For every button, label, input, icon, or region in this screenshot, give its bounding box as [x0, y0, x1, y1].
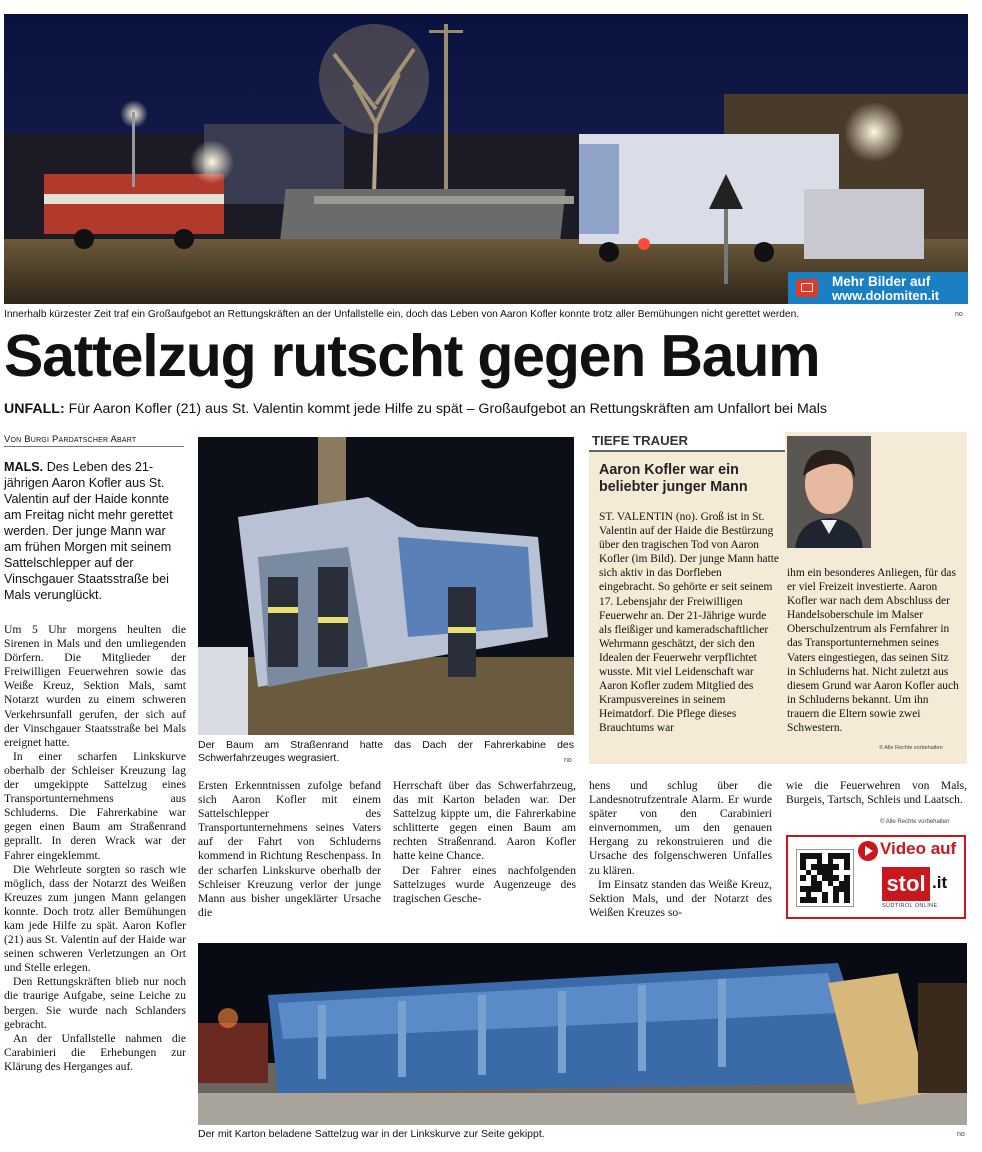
portrait-scene — [787, 436, 871, 548]
sidebar-credit: © Alle Rechte vorbehalten — [879, 745, 943, 751]
article-column-2 — [198, 779, 381, 920]
sidebar-box — [589, 432, 967, 764]
bottom-photo-caption: Der mit Karton beladene Sattelzug war in der Linkskurve zur Seite gekippt. — [198, 1128, 545, 1140]
bottom-photo-credit: no — [957, 1131, 965, 1138]
sidebar-text-left — [599, 510, 779, 736]
col5-paragraph: wie die Feuerwehren von Mals, Burgeis, Tartsch, Schleis und Laatsch. — [786, 779, 967, 807]
lead-paragraph — [4, 459, 186, 603]
col3-paragraph: Herrschaft über das Schwerfahrzeug, das mit Karton beladen war. Der Sattelzug kippte um, die Fahrerkabine schlitterte gegen einen Baum am rechten Straßenrand. Aaron Kofler hatte keine Chance. — [393, 779, 576, 863]
gallery-icon — [796, 279, 818, 297]
middle-photo — [198, 437, 574, 735]
middle-photo-caption: Der Baum am Straßenrand hatte das Dach der Fahrerkabine des Schwerfahrzeuges wegrasiert. — [198, 739, 574, 764]
sidebar-label: TIEFE TRAUER — [589, 432, 785, 452]
stol-brand: stol — [882, 867, 930, 901]
more-photos-badge[interactable] — [788, 272, 968, 304]
lead-text: Des Leben des 21-jährigen Aaron Kofler aus St. Valentin auf der Haide konnte am Freitag nicht mehr gerettet werden. Der junge Mann war am frühen Morgen mit seinem Sattelschlepper auf der Vinschgauer Staatsstraße bei Mals verunglückt. — [4, 460, 173, 602]
top-photo-scene — [4, 14, 968, 304]
col2-paragraph: Ersten Erkenntnissen zufolge befand sich Aaron Kofler mit einem Sattelschlepper des Transportunternehmens seines Vaters auf der Fahrt von Schluderns kommend in Richtung Reschenpass. In der scharfen Linkskurve oberhalb der Schleiser Kreuzung verlor der junge Mann aus bisher ungeklärter Ursache die — [198, 779, 381, 919]
stol-logo — [882, 867, 962, 911]
col3-paragraph: Der Fahrer eines nachfolgenden Sattelzuges wurde Augenzeuge des tragischen Gesche- — [393, 863, 576, 905]
col4-paragraph: Im Einsatz standen das Weiße Kreuz, Sektion Mals, und der Notarzt des Weißen Kreuzes so- — [589, 877, 772, 919]
article-column-3 — [393, 779, 576, 906]
sidebar-title: Aaron Kofler war ein beliebter junger Mann — [599, 462, 748, 495]
bottom-photo — [198, 943, 967, 1125]
sidebar-text-right — [787, 566, 959, 735]
badge-line-1: Mehr Bilder auf — [832, 274, 931, 289]
top-photo — [4, 14, 968, 304]
subhead-kicker: UNFALL: — [4, 401, 65, 417]
middle-photo-credit: no — [564, 757, 572, 764]
article-column-4 — [589, 779, 772, 920]
portrait-photo — [787, 436, 871, 548]
top-photo-caption: Innerhalb kürzester Zeit traf ein Großaufgebot an Rettungskräften an der Unfallstelle ein, doch das Leben von Aaron Kofler konnte trotz aller Bemühungen nicht gerettet werden. — [4, 309, 800, 320]
subhead-text: Für Aaron Kofler (21) aus St. Valentin kommt jede Hilfe zu spät – Großaufgebot an Rettungskräften am Unfallort bei Mals — [68, 401, 827, 417]
middle-photo-scene — [198, 437, 574, 735]
subhead — [4, 401, 827, 417]
col1-paragraph: Die Wehrleute sorgten so rasch wie möglich, dass der Notarzt des Weißen Kreuzes zum jungen Mann gelangen konnte. Doch trotz aller Bemühungen kam jede Hilfe zu spät. Aaron Kofler (21) aus St. Valentin auf der Haide war seinen schweren Verletzungen an Ort und Stelle erlegen. — [4, 862, 186, 975]
top-photo-credit: no — [955, 311, 963, 318]
play-icon — [858, 841, 878, 861]
article-column-5 — [786, 779, 967, 807]
bottom-photo-scene — [198, 943, 967, 1125]
stol-sub: SÜDTIROL ONLINE — [882, 903, 938, 909]
sidebar-text-1: Groß ist in St. Valentin auf der Haide die Bestürzung über den tragischen Tod von Aaron Kofler (im Bild). Der junge Mann hatte sich aktiv in das Dorfleben eingebracht. So gehörte er seit seinem 17. Lebensjahr der Freiwilligen Feuerwehr an. Der 21-Jährige wurde als fleißiger und kameradschaftlicher Wehrmann geschätzt, der sich den Idealen der Feuerwehr verpflichtet wusste. Mit viel Leidenschaft war Aaron Kofler zudem Mitglied des Krampusvereines in seinem Heimatdorf. Die Pflege dieses Brauchtums war — [599, 511, 779, 735]
article-column-1 — [4, 623, 186, 1074]
badge-line-2: www.dolomiten.it — [832, 288, 940, 303]
video-box[interactable] — [786, 835, 966, 919]
col4-paragraph: hens und schlug über die Landesnotrufzentrale Alarm. Er wurde später von den Carabinieri einvernommen, um den genauen Hergang zu rekonstruieren und die Ursache des folgenschweren Unfalles zu klären. — [589, 779, 772, 877]
headline: Sattelzug rutscht gegen Baum — [4, 323, 820, 389]
col1-paragraph: An der Unfallstelle nahmen die Carabinieri die Erhebungen zur Klärung des Herganges auf. — [4, 1031, 186, 1073]
video-label: Video auf — [880, 839, 957, 858]
col1-paragraph: Um 5 Uhr morgens heulten die Sirenen in Mals und den umliegenden Dörfern. Die Mitglieder der Freiwilligen Feuerwehren sowie das Weiße Kreuz, Sektion Mals, samt Notarzt wurden zu einem schweren Verkehrsunfall gerufen, der sich auf der Vinschgauer Staatsstraße bei Mals ereignet hatte. — [4, 623, 186, 749]
col5-credit: © Alle Rechte vorbehalten — [880, 819, 950, 825]
sidebar-location: ST. VALENTIN (no). — [599, 511, 698, 523]
sidebar-text-2: ihm ein besonderes Anliegen, für das er viel Freizeit investierte. Aaron Kofler war nach dem Abschluss der Handelsoberschule im Malser Oberschulzentrum als Fernfahrer in das Transportunternehmen seines Vaters eingestiegen, das seinen Sitz in Schluderns hat. Nicht zuletzt aus diesem Grund war Aaron Kofler auch in Schluderns bekannt. Um ihn trauern die Eltern sowie zwei Schwestern. — [787, 567, 959, 735]
stol-tld: .it — [932, 873, 948, 892]
qr-code — [796, 849, 854, 907]
byline: Von Burgi Pardatscher Abart — [4, 434, 184, 447]
col1-paragraph: Den Rettungskräften blieb nur noch die traurige Aufgabe, seine Leiche zu bergen. Sie wurde nach Schlanders gebracht. — [4, 975, 186, 1031]
lead-location: MALS. — [4, 460, 44, 474]
col1-paragraph: In einer scharfen Linkskurve oberhalb der Schleiser Kreuzung lag der umgekippte Sattelzug eines Transportunternehmens aus Schluderns. Die Fahrerkabine war gegen einen Baum am Straßenrand geprallt. In deren Wrack war der Fahrer eingeklemmt. — [4, 749, 186, 862]
